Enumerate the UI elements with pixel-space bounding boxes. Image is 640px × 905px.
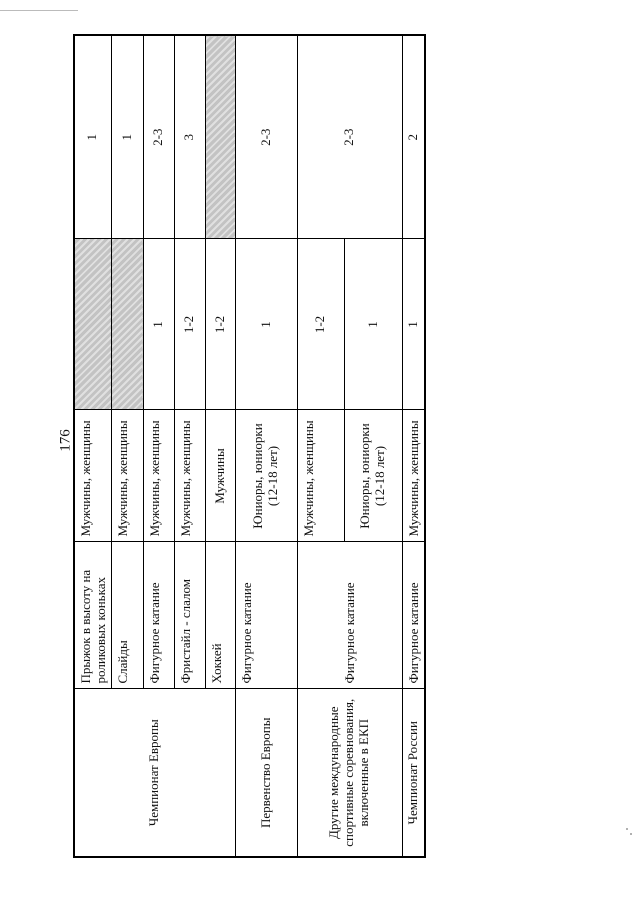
scan-speck [630, 833, 632, 835]
place-cell: 1-2 [205, 239, 235, 410]
place-cell-shaded [111, 239, 143, 410]
place-cell: 1-2 [174, 239, 205, 410]
table-row [74, 35, 111, 857]
scan-speck [626, 828, 628, 830]
group-cell: Мужчины [205, 410, 235, 542]
group-cell: Мужчины, женщины [111, 410, 143, 542]
table-row [235, 35, 297, 857]
top-rule [0, 10, 78, 11]
rank-cell: 3 [174, 35, 205, 239]
table-row [297, 35, 344, 857]
rank-cell-shaded [205, 35, 235, 239]
rank-cell: 2 [402, 35, 424, 239]
rank-cell: 2-3 [143, 35, 174, 239]
group-cell: Мужчины, женщины [297, 410, 344, 542]
discipline-cell: Слайды [111, 542, 143, 689]
discipline-cell: Фигурное катание [235, 542, 297, 689]
group-cell: Юниоры, юниорки (12-18 лет) [344, 410, 402, 542]
discipline-cell: Фигурное катание [297, 542, 402, 689]
group-cell: Мужчины, женщины [74, 410, 111, 542]
place-cell: 1 [344, 239, 402, 410]
competition-cell: Чемпионат Европы [74, 689, 235, 857]
group-cell: Мужчины, женщины [402, 410, 424, 542]
rank-cell: 1 [111, 35, 143, 239]
ranking-table [73, 34, 426, 858]
rotated-table-wrapper [73, 36, 420, 858]
table-row [402, 35, 424, 857]
discipline-cell: Хоккей [205, 542, 235, 689]
rank-cell: 1 [74, 35, 111, 239]
place-cell: 1-2 [297, 239, 344, 410]
group-cell: Мужчины, женщины [143, 410, 174, 542]
place-cell-shaded [74, 239, 111, 410]
place-cell: 1 [402, 239, 424, 410]
discipline-cell: Фигурное катание [402, 542, 424, 689]
discipline-cell: Фристайл - слалом [174, 542, 205, 689]
discipline-cell: Прыжок в высоту на роликовых коньках [74, 542, 111, 689]
competition-cell: Другие международные спортивные соревнования, включенные в ЕКП [297, 689, 402, 857]
group-cell: Юниоры, юниорки (12-18 лет) [235, 410, 297, 542]
competition-cell: Чемпионат России [402, 689, 424, 857]
discipline-cell: Фигурное катание [143, 542, 174, 689]
page-number: 176 [57, 429, 74, 452]
group-cell: Мужчины, женщины [174, 410, 205, 542]
rank-cell: 2-3 [235, 35, 297, 239]
place-cell: 1 [235, 239, 297, 410]
rank-cell: 2-3 [297, 35, 402, 239]
place-cell: 1 [143, 239, 174, 410]
competition-cell: Первенство Европы [235, 689, 297, 857]
